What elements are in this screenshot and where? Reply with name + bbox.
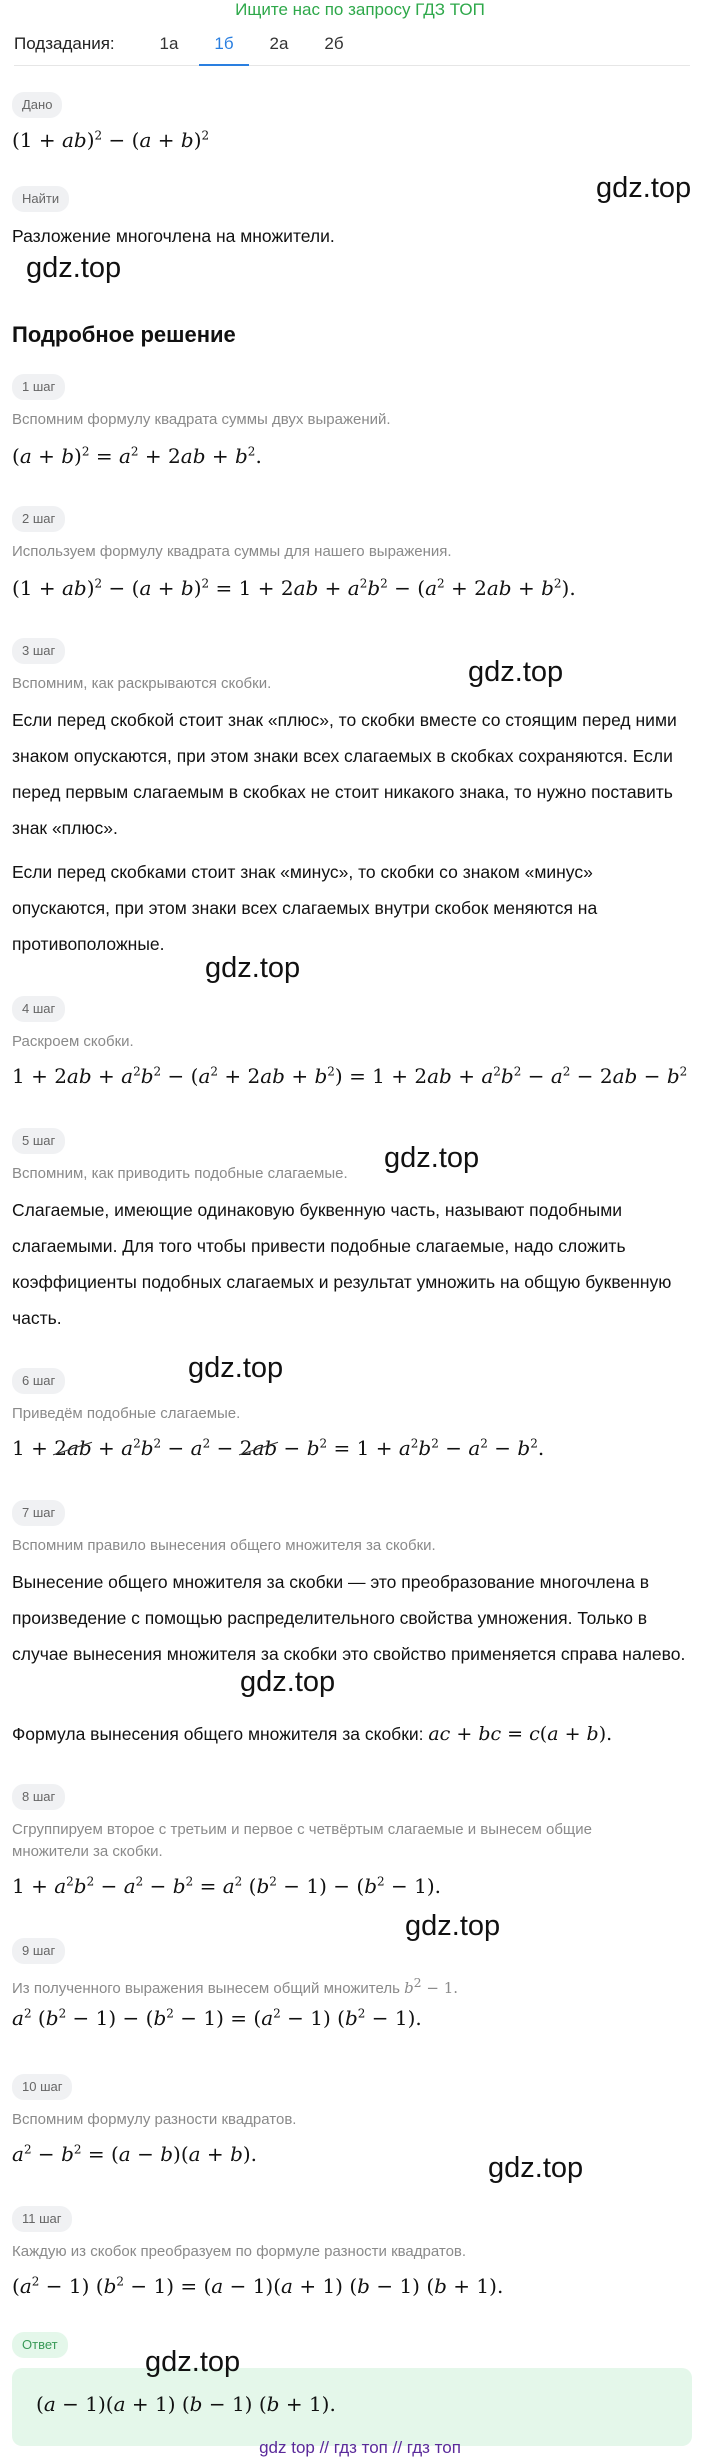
search-banner: Ищите нас по запросу ГДЗ ТОП (235, 0, 485, 19)
step-hint: Вспомним правило вынесения общего множителя за скобки. (12, 1537, 436, 1554)
step-formula: $(a^2 - 1) (b^2 - 1) = (a - 1)(a + 1) (b - 1) (b + 1)$. (12, 2274, 504, 2298)
step-formula: $(a + b)^2 = a^2 + 2ab + b^2$. (12, 444, 262, 468)
footer-links[interactable]: gdz top // гдз топ // гдз топ (259, 2438, 461, 2457)
watermark: gdz.top (26, 252, 122, 284)
step-badge: 6 шаг (12, 1368, 65, 1394)
step-badge: 8 шаг (12, 1784, 65, 1810)
step-badge: 7 шаг (12, 1500, 65, 1526)
step-hint: Вспомним формулу разности квадратов. (12, 2111, 297, 2128)
step-hint: Используем формулу квадрата суммы для нашего выражения. (12, 543, 452, 560)
step-hint: множители за скобки. (12, 1843, 163, 1860)
step-hint: Вспомним, как раскрываются скобки. (12, 675, 272, 692)
step-formula: $1 + a^2b^2 - a^2 - b^2 = a^2$ $(b^2 - 1) - (b^2 - 1)$. (12, 1874, 442, 1898)
tab-2a[interactable]: 2а (269, 34, 289, 53)
watermark: gdz.top (384, 1142, 480, 1174)
step-paragraph: Если перед скобкой стоит знак «плюс», то скобки вместе со стоящим перед ними знаком опускаются, при этом знаки всех слагаемых в скобках сохраняются. Если перед первым слагаемым в скобках не стоит никакого знака, то нужно поставить знак «плюс». (12, 710, 677, 838)
watermark: gdz.top (596, 172, 692, 204)
given-expression: $(1 + ab)^2 - (a + b)^2$ (12, 128, 210, 152)
step-badge: 9 шаг (12, 1938, 65, 1964)
step-formula: $a^2 - b^2 = (a - b)(a + b)$. (12, 2142, 258, 2166)
step-formula: $1 + 2ab + a^2b^2 - a^2 - 2ab - b^2 = 1 + a^2b^2 - a^2 - b^2$. (12, 1436, 545, 1460)
watermark: gdz.top (240, 1666, 336, 1698)
given-badge: Дано (12, 92, 62, 118)
step-badge: 5 шаг (12, 1128, 65, 1154)
step-badge: 4 шаг (12, 996, 65, 1022)
watermark: gdz.top (405, 1910, 501, 1942)
watermark: gdz.top (488, 2152, 584, 2184)
step-badge: 2 шаг (12, 506, 65, 532)
find-text: Разложение многочлена на множители. (12, 226, 335, 246)
step-hint: Приведём подобные слагаемые. (12, 1405, 241, 1422)
step-badge: 1 шаг (12, 374, 65, 400)
step-hint (12, 1975, 458, 1997)
step-badge: 11 шаг (12, 2206, 72, 2232)
tab-1b[interactable]: 1б (199, 34, 249, 66)
step-formula: $(1 + ab)^2 - (a + b)^2 = 1 + 2ab + a^2b^2 - (a^2 + 2ab + b^2)$. (12, 576, 576, 600)
step-formula: $1 + 2ab + a^2b^2 - (a^2 + 2ab + b^2) = 1 + 2ab + a^2b^2 - a^2 - 2ab - b^2$ (12, 1064, 688, 1088)
subtask-label: Подзадания: (14, 34, 115, 53)
step-paragraph: Вынесение общего множителя за скобки — это преобразование многочлена в произведение с помощью распределительного свойства умножения. Только в случае вынесения множителя за скобки это свойство применяется справа налево. (12, 1572, 686, 1664)
watermark: gdz.top (188, 1352, 284, 1384)
step-hint: Сгруппируем второе с третьим и первое с четвёртым слагаемые и вынесем общие (12, 1821, 592, 1838)
solution-title: Подробное решение (12, 322, 236, 347)
step-paragraph: Слагаемые, имеющие одинаковую буквенную часть, называют подобными слагаемыми. Для того чтобы привести подобные слагаемые, надо сложить коэффициенты подобных слагаемых и результат умножить на общую буквенную часть. (12, 1200, 672, 1328)
inline-formula: $b^2 - 1$. (404, 1975, 459, 1997)
answer-badge: Ответ (12, 2332, 68, 2358)
step-hint: Раскроем скобки. (12, 1033, 134, 1050)
step-formula: $a^2$ $(b^2 - 1) - (b^2 - 1) = (a^2 - 1) (b^2 - 1)$. (12, 2006, 422, 2030)
step-paragraph: Если перед скобками стоит знак «минус», то скобки со знаком «минус» опускаются, при этом знаки всех слагаемых внутри скобок меняются на противоположные. (12, 862, 598, 954)
step-badge: 10 шаг (12, 2074, 72, 2100)
step-hint: Вспомним формулу квадрата суммы двух выражений. (12, 411, 391, 428)
step-hint: Каждую из скобок преобразуем по формуле разности квадратов. (12, 2243, 467, 2260)
step-badge: 3 шаг (12, 638, 65, 664)
inline-formula: ac + bc = c(a + b). (428, 1723, 613, 1745)
subtask-tabs (14, 26, 690, 66)
watermark: gdz.top (145, 2346, 241, 2378)
step-hint-text: Из полученного выражения вынесем общий множитель (12, 1980, 405, 1997)
step-paragraph (12, 1716, 692, 1752)
tab-2b[interactable]: 2б (324, 34, 344, 53)
watermark: gdz.top (205, 952, 301, 984)
formula-lead: Формула вынесения общего множителя за скобки: (12, 1724, 429, 1744)
find-badge: Найти (12, 186, 69, 212)
watermark: gdz.top (468, 656, 564, 688)
answer-expression: (a − 1)(a + 1) (b − 1) (b + 1). (36, 2392, 336, 2416)
tab-1a[interactable]: 1а (159, 34, 179, 53)
step-hint: Вспомним, как приводить подобные слагаемые. (12, 1165, 348, 1182)
